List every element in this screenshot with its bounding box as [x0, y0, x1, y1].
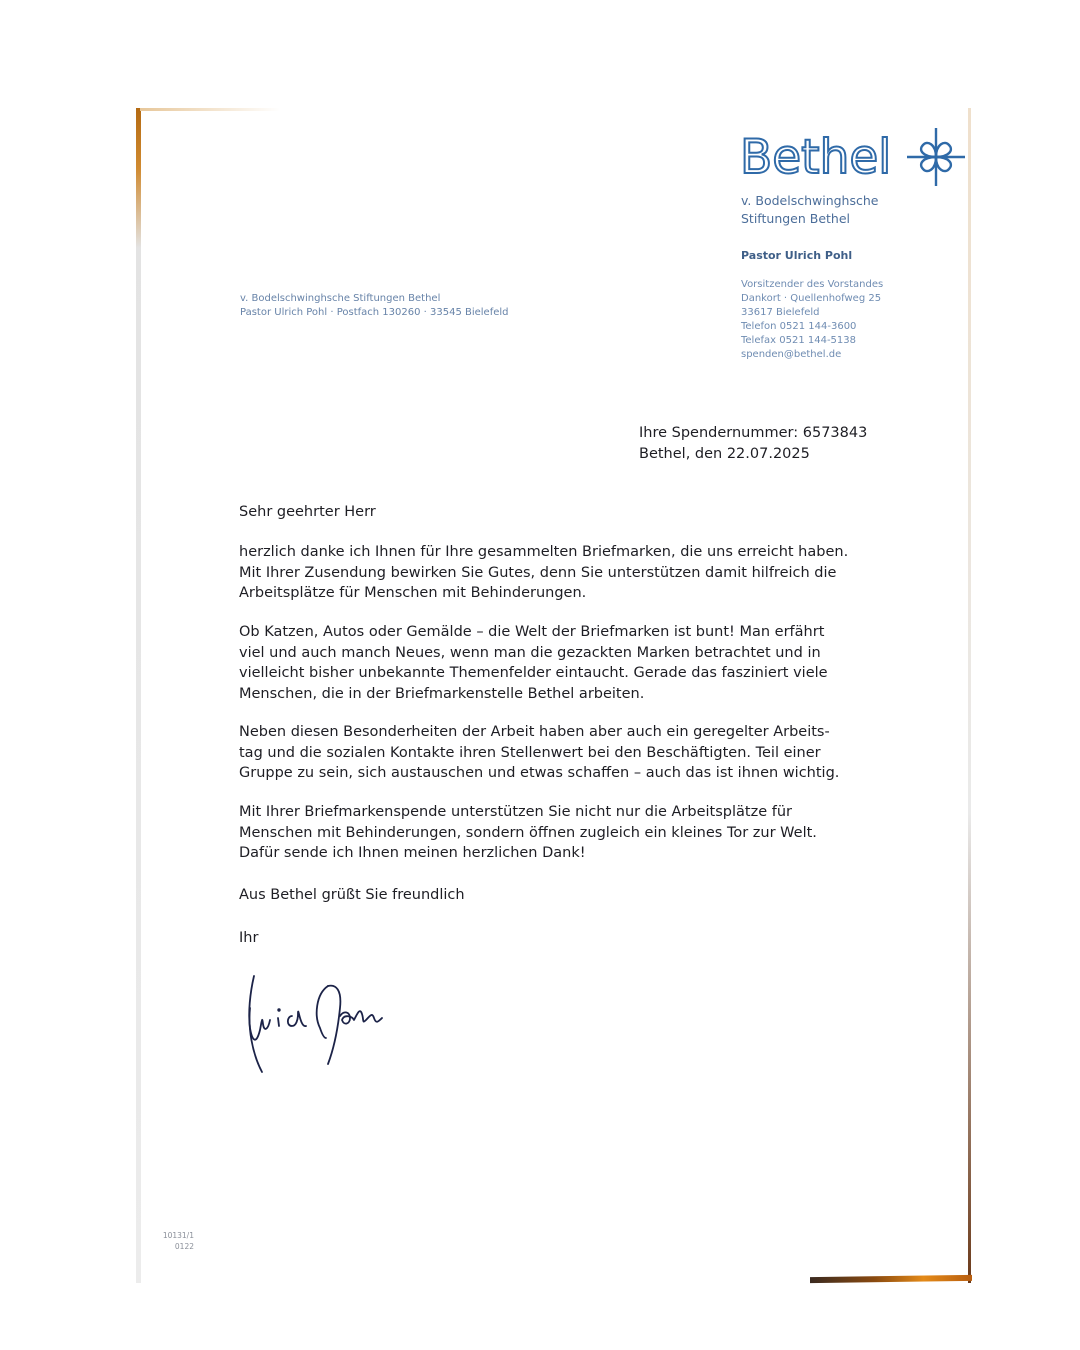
paragraph — [239, 802, 919, 864]
contact-title: Vorsitzender des Vorstandes — [741, 279, 884, 290]
place-date: Bethel, den 22.07.2025 — [639, 446, 810, 462]
contact-block — [741, 278, 883, 362]
paper-edge-right — [968, 108, 971, 1283]
return-address — [240, 292, 509, 320]
logo-wordmark: Bethel — [740, 129, 892, 185]
paragraph — [239, 722, 919, 784]
form-code — [152, 1230, 194, 1252]
paragraph-line: Menschen, die in der Briefmarkenstelle Bethel arbeiten. — [239, 685, 645, 702]
paper-edge-bottom — [810, 1275, 972, 1283]
return-address-line: v. Bodelschwinghsche Stiftungen Bethel — [240, 293, 441, 304]
bethel-logo — [740, 128, 967, 186]
paragraph-line: Gruppe zu sein, sich austauschen und etwas schaffen – auch das ist ihnen wichtig. — [239, 765, 840, 781]
return-address-line: Pastor Ulrich Pohl · Postfach 130260 · 33545 Bielefeld — [240, 307, 509, 318]
paragraph-line: Arbeitsplätze für Menschen mit Behinderungen. — [239, 585, 587, 601]
paper-edge-left — [136, 108, 141, 1283]
contact-phone: Telefon 0521 144-3600 — [741, 321, 857, 332]
paper-edge-top — [140, 108, 280, 111]
paragraph-line: vielleicht bisher unbekannte Themenfelder eintaucht. Gerade das fasziniert viele — [239, 665, 828, 681]
organization-name — [741, 192, 878, 228]
paragraph-line: viel und auch manch Neues, wenn man die gezackten Marken betrachtet und in — [239, 644, 821, 661]
paragraph — [239, 542, 919, 604]
org-name-line: v. Bodelschwinghsche — [741, 193, 879, 208]
donor-number: Ihre Spendernummer: 6573843 — [639, 425, 868, 441]
paragraph-line: tag und die sozialen Kontakte ihren Stellenwert bei den Beschäftigten. Teil einer — [239, 744, 821, 761]
paragraph — [239, 622, 919, 704]
form-code-line: 0122 — [174, 1242, 194, 1251]
paragraph-line: Menschen mit Behinderungen, sondern öffnen zugleich ein kleines Tor zur Welt. — [239, 824, 817, 841]
handwritten-signature — [232, 968, 392, 1078]
sign-off: Ihr — [239, 930, 259, 946]
contact-fax: Telefax 0521 144-5138 — [741, 335, 857, 346]
contact-city: 33617 Bielefeld — [741, 307, 820, 318]
pastor-name: Pastor Ulrich Pohl — [741, 249, 853, 262]
closing: Aus Bethel grüßt Sie freundlich — [239, 887, 465, 903]
paragraph-line: Mit Ihrer Briefmarkenspende unterstützen Sie nicht nur die Arbeitsplätze für — [239, 804, 792, 820]
paragraph-line: Neben diesen Besonderheiten der Arbeit haben aber auch ein geregelter Arbeits- — [239, 724, 830, 740]
paragraph-line: Ob Katzen, Autos oder Gemälde – die Welt der Briefmarken ist bunt! Man erfährt — [239, 624, 825, 640]
paragraph-line: herzlich danke ich Ihnen für Ihre gesammelten Briefmarken, die uns erreicht haben. — [239, 544, 849, 560]
reference-block — [639, 423, 867, 465]
paragraph-line: Dafür sende ich Ihnen meinen herzlichen Dank! — [239, 845, 586, 861]
salutation: Sehr geehrter Herr — [239, 504, 376, 520]
org-name-line: Stiftungen Bethel — [741, 211, 851, 226]
contact-email: spenden@bethel.de — [741, 349, 842, 360]
contact-street: Dankort · Quellenhofweg 25 — [741, 293, 882, 304]
bethel-cross-icon — [905, 126, 967, 188]
paragraph-line: Mit Ihrer Zusendung bewirken Sie Gutes, denn Sie unterstützen damit hilfreich die — [239, 564, 837, 581]
form-code-line: 10131/1 — [162, 1231, 194, 1240]
